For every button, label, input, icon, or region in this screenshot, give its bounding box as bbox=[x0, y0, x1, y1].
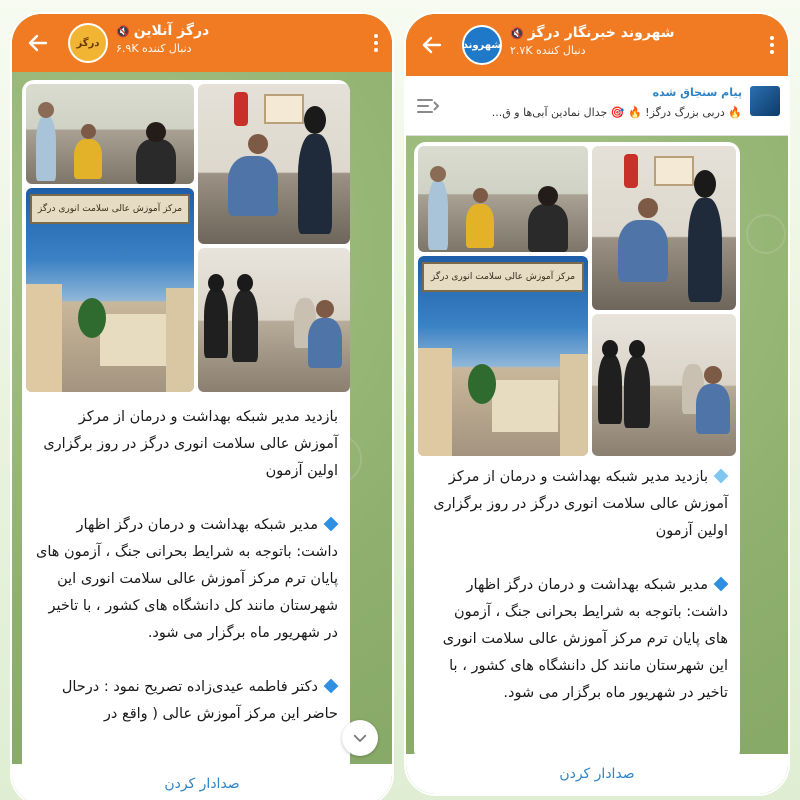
message-bubble[interactable] bbox=[414, 142, 740, 762]
channel-header bbox=[12, 14, 392, 72]
pinned-message-bar[interactable] bbox=[406, 76, 788, 136]
building-sign: مرکز آموزش عالی سلامت انوری درگز bbox=[422, 262, 584, 292]
left-phone-screen bbox=[12, 14, 392, 800]
blue-diamond-icon bbox=[324, 679, 339, 694]
channel-header bbox=[406, 14, 788, 76]
photo-building-entrance[interactable] bbox=[26, 188, 194, 392]
photo-waiting-area[interactable] bbox=[198, 84, 350, 244]
pinned-title: پیام سنجاق شده bbox=[652, 86, 742, 99]
photo-office-meeting[interactable] bbox=[26, 84, 194, 184]
message-paragraph-3: دکتر فاطمه عیدی‌زاده تصریح نمود : درحال حاضر این مرکز آموزش عالی ( واقع در bbox=[61, 679, 338, 722]
back-arrow-icon[interactable] bbox=[420, 33, 444, 57]
scroll-down-button[interactable] bbox=[342, 720, 378, 756]
blue-diamond-icon bbox=[714, 577, 729, 592]
blue-diamond-icon bbox=[324, 517, 339, 532]
mute-icon: 🔇 bbox=[116, 24, 130, 38]
photo-corridor[interactable] bbox=[198, 248, 350, 392]
photo-corridor[interactable] bbox=[592, 314, 736, 456]
channel-title: شهروند خبرنگار درگز bbox=[527, 25, 675, 41]
channel-avatar[interactable] bbox=[462, 25, 502, 65]
unmute-button[interactable] bbox=[12, 764, 392, 800]
unmute-label: صدادار کردن bbox=[164, 776, 240, 792]
pinned-text: 🔥 دربی بزرگ درگز! 🔥 🎯 جدال نمادین آبی‌ها و ق... bbox=[491, 106, 742, 119]
avatar-text: درگز bbox=[76, 37, 100, 49]
message-bubble[interactable] bbox=[22, 80, 350, 790]
avatar-text: شهروند bbox=[462, 39, 502, 51]
message-paragraph-2: مدیر شبکه بهداشت و درمان درگز اظهار داشت: باتوجه به شرایط بحرانی جنگ ، آزمون های پایان ترم مرکز آموزش عالی سلامت انوری این شهرستان مانند کل دانشگاه های کشور ، با تاخیر در شهریور ماه برگزار می شود. bbox=[442, 577, 728, 701]
unmute-label: صدادار کردن bbox=[559, 766, 635, 782]
subscriber-count: دنبال کننده ۶.۹K bbox=[116, 42, 192, 55]
channel-title-block[interactable] bbox=[510, 25, 675, 57]
chevron-down-icon bbox=[351, 729, 369, 747]
message-text bbox=[426, 464, 728, 734]
pinned-list-icon[interactable] bbox=[416, 96, 440, 116]
more-options-icon[interactable] bbox=[370, 32, 382, 54]
message-paragraph-1: بازدید مدیر شبکه بهداشت و درمان از مرکز آموزش عالی سلامت انوری درگز در روز برگزاری اولین آزمون bbox=[43, 409, 338, 479]
message-paragraph-1: بازدید مدیر شبکه بهداشت و درمان از مرکز آموزش عالی سلامت انوری درگز در روز برگزاری اولین آزمون bbox=[433, 469, 728, 539]
unmute-button[interactable] bbox=[406, 754, 788, 794]
photo-waiting-area[interactable] bbox=[592, 146, 736, 310]
building-sign: مرکز آموزش عالی سلامت انوری درگز bbox=[30, 194, 190, 224]
photo-building-entrance[interactable] bbox=[418, 256, 588, 456]
back-arrow-icon[interactable] bbox=[26, 31, 50, 55]
pinned-thumbnail bbox=[750, 86, 780, 116]
channel-title-block[interactable] bbox=[116, 23, 209, 55]
mute-icon: 🔇 bbox=[510, 26, 524, 40]
subscriber-count: دنبال کننده ۲.۷K bbox=[510, 44, 586, 57]
photo-office-meeting[interactable] bbox=[418, 146, 588, 252]
message-text bbox=[34, 404, 338, 755]
channel-title: درگز آنلاین bbox=[133, 23, 210, 39]
right-phone-screen bbox=[406, 14, 788, 794]
more-options-icon[interactable] bbox=[766, 34, 778, 56]
channel-avatar[interactable] bbox=[68, 23, 108, 63]
message-paragraph-2: مدیر شبکه بهداشت و درمان درگز اظهار داشت: باتوجه به شرایط بحرانی جنگ ، آزمون های پایان ترم مرکز آموزش عالی سلامت انوری این شهرستان مانند کل دانشگاه های کشور ، با تاخیر در شهریور ماه برگزار می شود. bbox=[35, 517, 338, 641]
sparkle-diamond-icon bbox=[714, 469, 729, 484]
